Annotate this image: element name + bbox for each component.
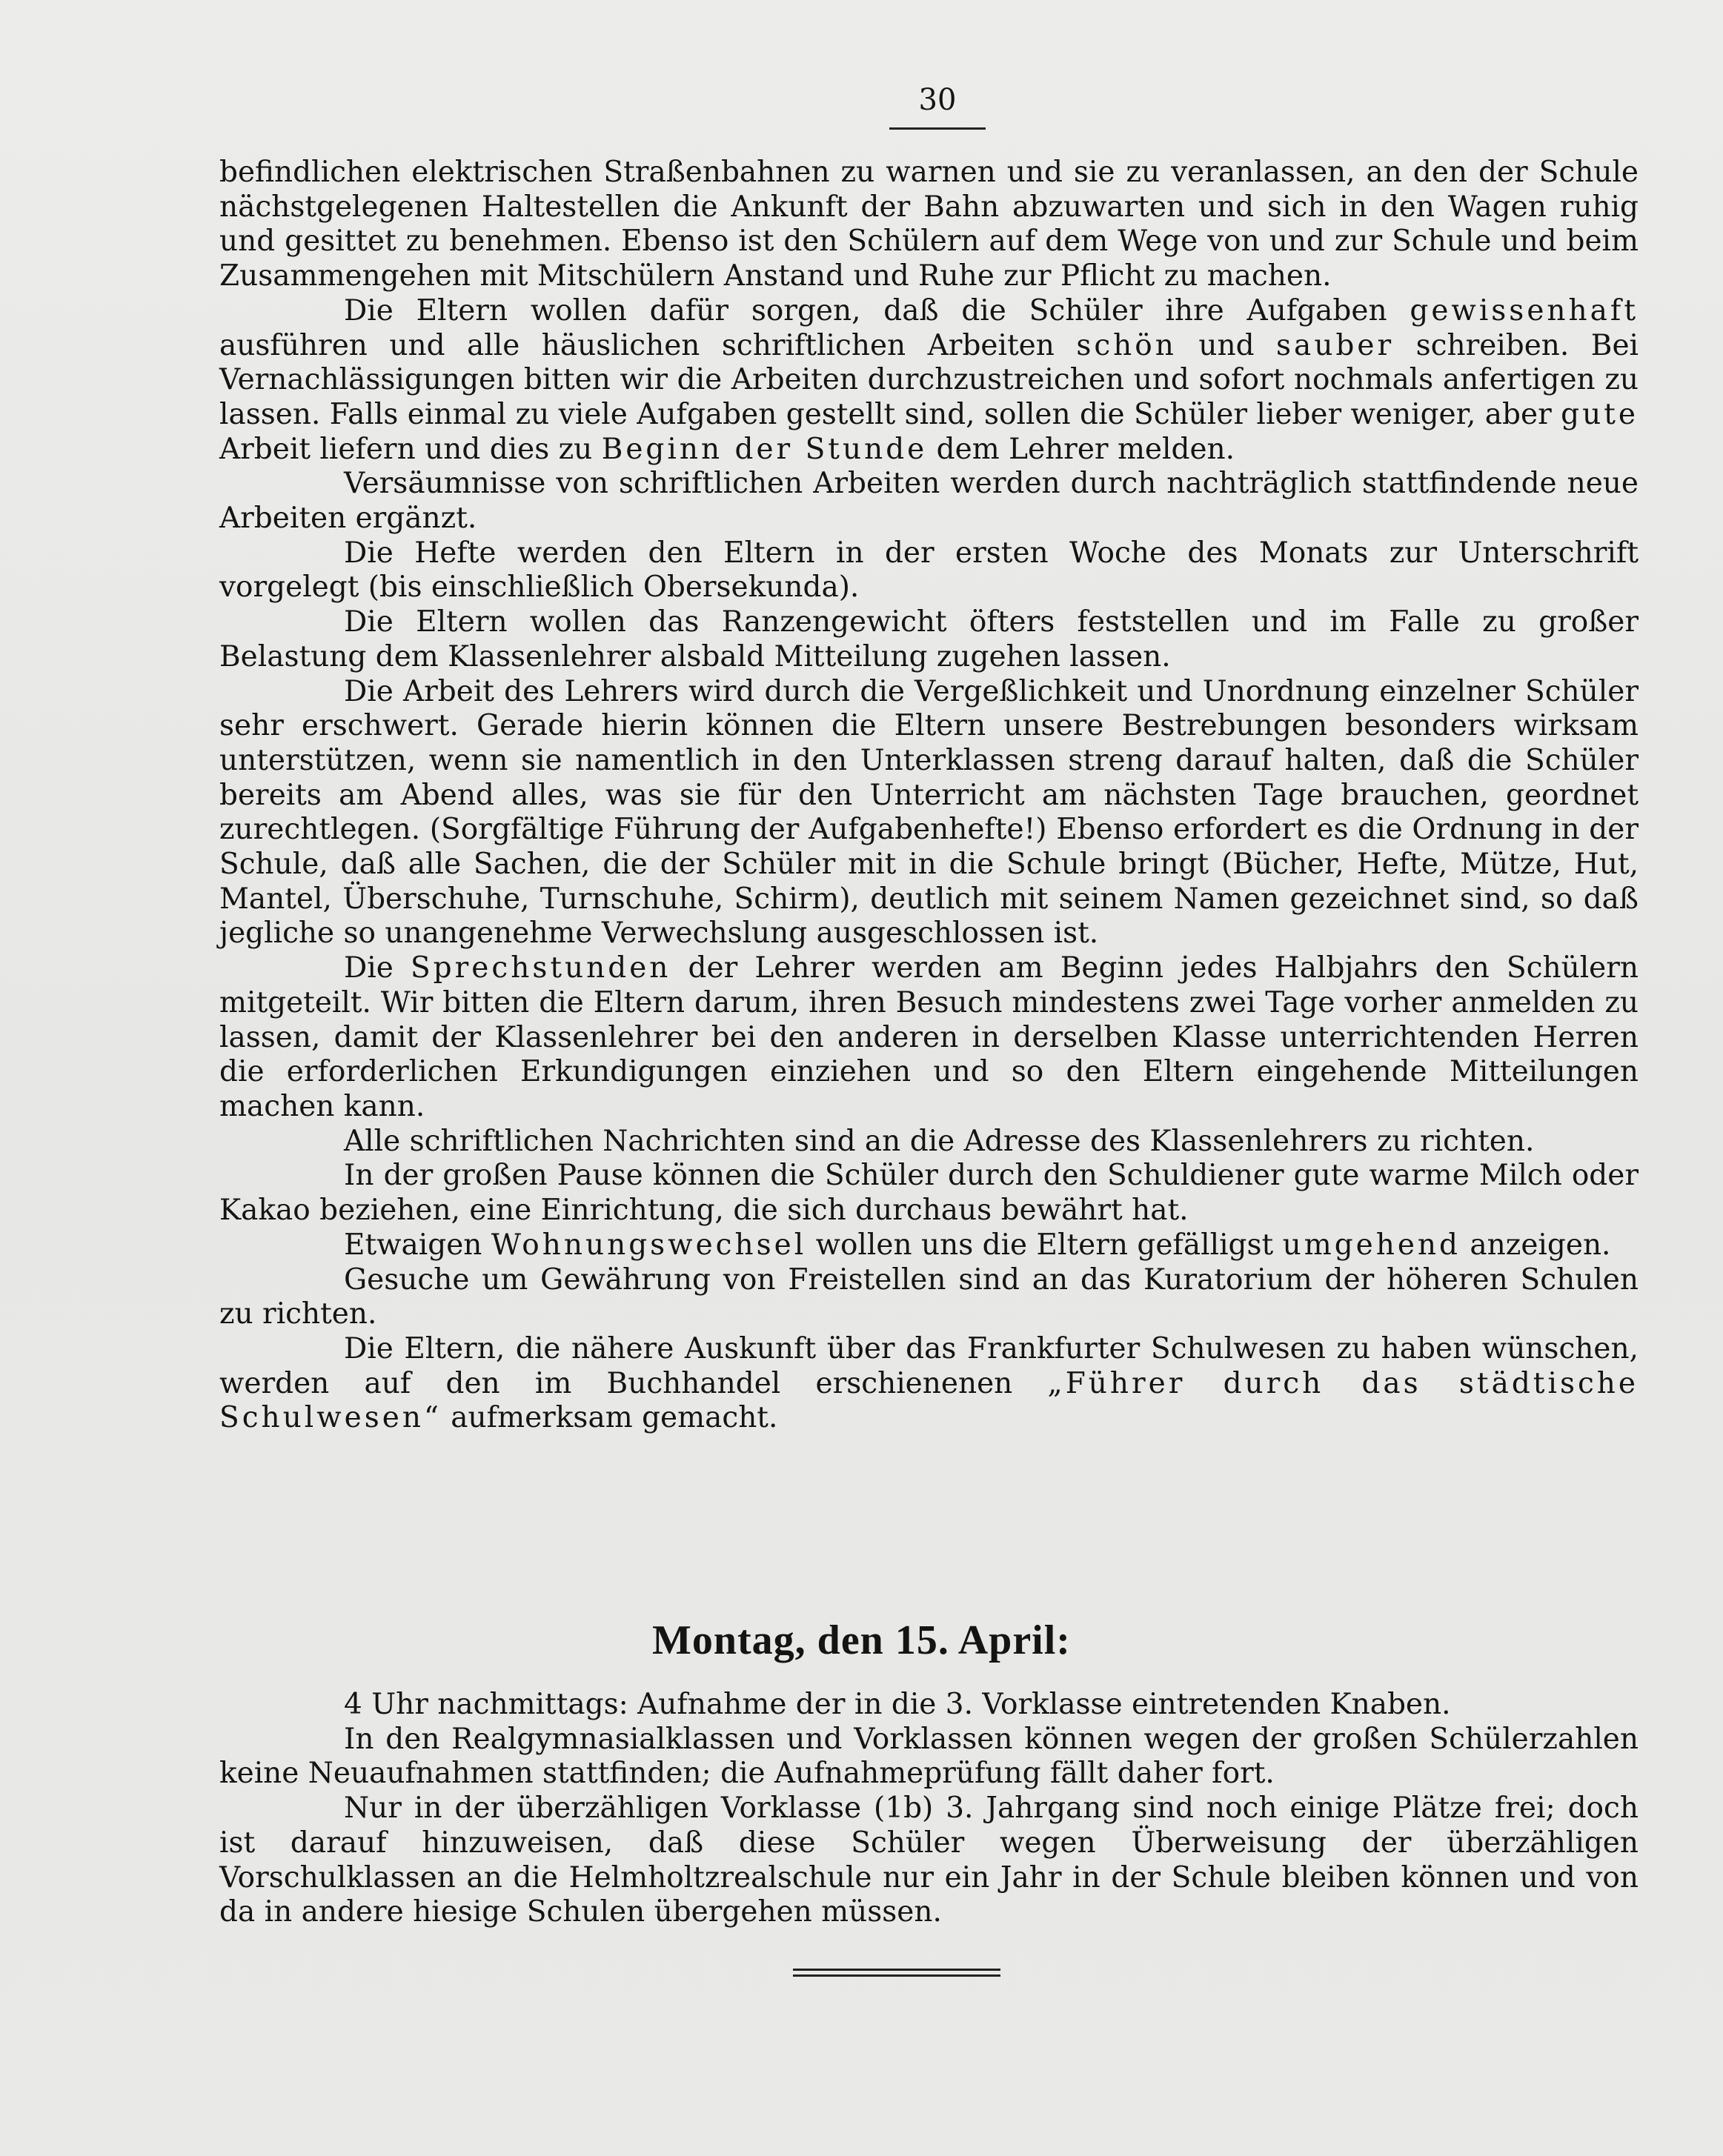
paragraph-12 — [219, 1332, 1639, 1436]
emphasis-run: sauber — [1276, 328, 1395, 362]
body-text — [219, 156, 1639, 1436]
paragraph-2 — [219, 294, 1639, 468]
emphasis-run: Beginn der Stunde — [601, 432, 928, 466]
section-paragraph-3: Nur in der überzähligen Vorklasse (1b) 3. Jahrgang sind noch einige Plätze frei; doch ist darauf hinzuweisen, daß diese Schüler wegen Überweisung der überzähligen Vorschulklassen an die Helmholtzrealschule nur ein Jahr in der Schule bleiben können und von da in andere hiesige Schulen übergehen müssen. — [219, 1791, 1639, 1929]
section-paragraph-1: 4 Uhr nachmittags: Aufnahme der in die 3. Vorklasse eintretenden Knaben. — [344, 1688, 1451, 1721]
text-run: Arbeit liefern und dies zu — [219, 432, 602, 466]
emphasis-run: umgehend — [1282, 1228, 1461, 1262]
paragraph-7 — [219, 951, 1639, 1125]
paragraph-6: Die Arbeit des Lehrers wird durch die Vergeßlichkeit und Unordnung einzelner Schüler sehr erschwert. Gerade hierin können die Eltern unsere Bestrebungen besonders wirksam unterstützen, wenn sie namentlich in den Unterklassen streng darauf halten, daß die Schüler bereits am Abend alles, was sie für den Unterricht am nächsten Tage brauchen, geordnet zurechtlegen. (Sorgfältige Führung der Aufgabenhefte!) Ebenso erfordert es die Ordnung in der Schule, daß alle Sachen, die der Schüler mit in die Schule bringt (Bücher, Hefte, Mütze, Hut, Mantel, Überschuhe, Turnschuhe, Schirm), deutlich mit seinem Namen gezeichnet sind, so daß jegliche so unangenehme Verwechslung ausgeschlossen ist. — [219, 674, 1639, 951]
text-run: ausführen und alle häuslichen schriftlichen Arbeiten — [219, 328, 1077, 362]
text-run: schreiben. Bei Vernachlässigungen bitten wir die Arbeiten durchzustreichen und sofort nochmals anfertigen zu lassen. Falls einmal zu viele Aufgaben gestellt sind, sollen die Schüler lieber weniger, aber — [219, 328, 1639, 431]
text-run: Etwaigen — [344, 1228, 491, 1262]
text-run: dem Lehrer melden. — [927, 432, 1235, 466]
text-run: Die — [344, 951, 411, 985]
text-run: und — [1176, 328, 1277, 362]
emphasis-run: gute — [1561, 397, 1639, 431]
end-rule-top — [793, 1969, 1000, 1971]
text-run: wollen uns die Eltern gefälligst — [806, 1228, 1283, 1262]
text-run: anzeigen. — [1461, 1228, 1611, 1262]
paragraph-9: In der großen Pause können die Schüler durch den Schuldiener gute warme Milch oder Kakao beziehen, eine Einrichtung, die sich durchaus bewährt hat. — [219, 1159, 1639, 1228]
end-rule-bottom — [793, 1974, 1000, 1977]
page-number: 30 — [889, 83, 986, 130]
section-text — [219, 1688, 1639, 1930]
emphasis-run: Wohnungswechsel — [491, 1228, 807, 1262]
paragraph-11: Gesuche um Gewährung von Freistellen sind an das Kuratorium der höheren Schulen zu richten. — [219, 1262, 1639, 1331]
emphasis-run: schön — [1076, 328, 1177, 362]
emphasis-run: „Führer durch das städtische Schulwesen“ — [219, 1366, 1639, 1435]
paragraph-1: befindlichen elektrischen Straßenbahnen zu warnen und sie zu veranlassen, an den der Schule nächstgelegenen Haltestellen die Ankunft der Bahn abzuwarten und sich in den Wagen ruhig und gesittet zu benehmen. Ebenso ist den Schülern auf dem Wege von und zur Schule und beim Zusammengehen mit Mitschülern Anstand und Ruhe zur Pflicht zu machen. — [219, 156, 1639, 293]
emphasis-run: Sprechstunden — [410, 951, 671, 985]
section-paragraph-2: In den Realgymnasialklassen und Vorklassen können wegen der großen Schülerzahlen keine Neuaufnahmen stattfinden; die Aufnahmeprüfung fällt daher fort. — [219, 1722, 1639, 1791]
emphasis-run: gewissenhaft — [1410, 293, 1639, 327]
text-run: aufmerksam gemacht. — [441, 1401, 778, 1435]
paragraph-4: Die Hefte werden den Eltern in der ersten Woche des Monats zur Unterschrift vorgelegt (bis einschließlich Obersekunda). — [219, 536, 1639, 605]
paragraph-8: Alle schriftlichen Nachrichten sind an die Adresse des Klassenlehrers zu richten. — [344, 1124, 1535, 1158]
section-heading: Montag, den 15. April: — [652, 1617, 1071, 1663]
text-run: der Lehrer werden am Beginn jedes Halbjahrs den Schülern mitgeteilt. Wir bitten die Eltern darum, ihren Besuch mindestens zwei Tage vorher anmelden zu lassen, damit der Klassenlehrer bei den anderen in derselben Klasse unterrichtenden Herren die erforderlichen Erkundigungen einziehen und so den Eltern eingehende Mitteilungen machen kann. — [219, 951, 1639, 1123]
paragraph-10 — [219, 1228, 1639, 1263]
text-run: Die Eltern, die nähere Auskunft über das Frankfurter Schulwesen zu haben wünschen, werden auf den im Buchhandel erschienenen — [219, 1331, 1639, 1400]
paragraph-5: Die Eltern wollen das Ranzengewicht öfters feststellen und im Falle zu großer Belastung dem Klassenlehrer alsbald Mitteilung zugehen lassen. — [219, 605, 1639, 673]
text-run: Die Eltern wollen dafür sorgen, daß die Schüler ihre Aufgaben — [344, 293, 1410, 327]
paragraph-3: Versäumnisse von schriftlichen Arbeiten werden durch nachträglich stattfindende neue Arbeiten ergänzt. — [219, 467, 1639, 536]
